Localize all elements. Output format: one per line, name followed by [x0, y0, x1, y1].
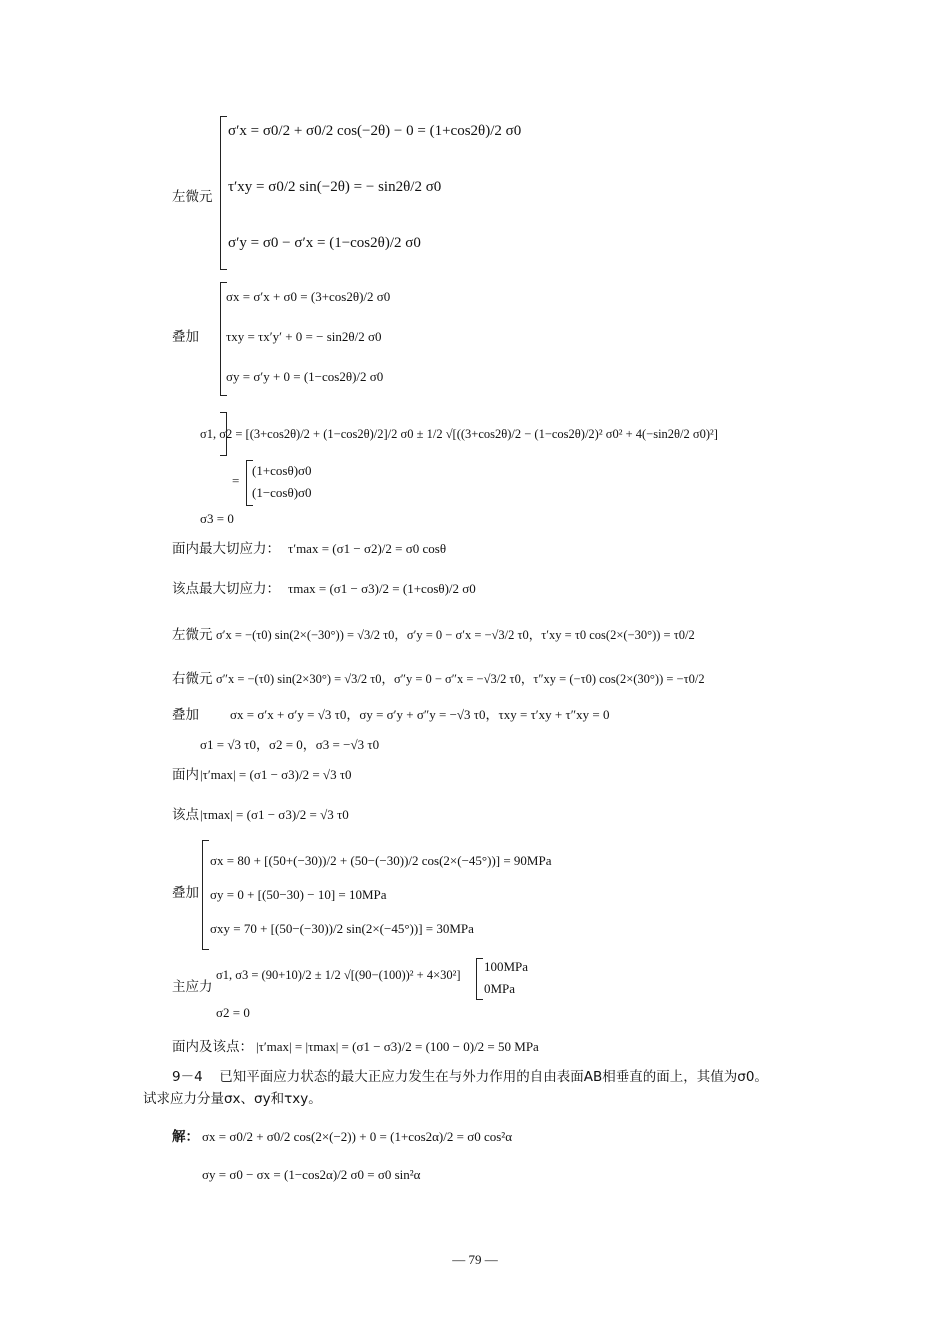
superpose-label: 叠加 — [172, 707, 199, 723]
inplane-max-shear-label: 面内最大切应力： — [172, 541, 280, 557]
inplane-label: 面内 — [172, 767, 199, 783]
equation-b2: τxy = τx′y′ + 0 = − sin2θ/2 σ0 — [226, 329, 382, 344]
equation-f2: σy = 0 + [(50−30) − 10] = 10MPa — [210, 887, 387, 902]
equation-c3: (1−cosθ)σ0 — [252, 485, 312, 500]
equation-e6: |τmax| = (σ1 − σ3)/2 = √3 τ0 — [200, 807, 349, 822]
equation-b1: σx = σ′x + σ0 = (3+cos2θ)/2 σ0 — [226, 289, 391, 304]
left-element-label: 左微元 — [172, 627, 213, 643]
equation-e3: σx = σ′x + σ′y = √3 τ0，σy = σ′y + σ″y = −√3 τ0，τxy = τ′xy + τ″xy = 0 — [230, 707, 610, 722]
equation-c1: σ1, σ2 = [(3+cos2θ)/2 + (1−cos2θ)/2]/2 σ0 ± 1/2 √[((3+cos2θ)/2 − (1−cos2θ)/2)² σ0² + 4(−sin2θ/2 σ0)²] — [200, 427, 718, 441]
equation-f3: σxy = 70 + [(50−(−30))/2 sin(2×(−45°))] = 30MPa — [210, 921, 474, 936]
equation-h1: σx = σ0/2 + σ0/2 cos(2×(−2)) + 0 = (1+cos2α)/2 = σ0 cos²α — [202, 1129, 513, 1144]
principal-stress-label: 主应力 — [172, 979, 213, 995]
page-number: — 79 — — [452, 1252, 498, 1267]
equation-e1: σ′x = −(τ0) sin(2×(−30°)) = √3/2 τ0，σ′y = 0 − σ′x = −√3/2 τ0，τ′xy = τ0 cos(2×(−30°)) = τ0/2 — [216, 628, 695, 642]
equation-d2: τmax = (σ1 − σ3)/2 = (1+cosθ)/2 σ0 — [288, 581, 476, 596]
system-brace — [220, 116, 227, 270]
right-element-label: 右微元 — [172, 671, 213, 687]
equation-c2: (1+cosθ)σ0 — [252, 463, 312, 478]
equation-g2a: 100MPa — [484, 959, 529, 974]
equation-e5: |τ′max| = (σ1 − σ3)/2 = √3 τ0 — [200, 767, 352, 782]
superpose-label: 叠加 — [172, 329, 199, 345]
system-brace — [202, 840, 209, 950]
equation-d1: τ′max = (σ1 − σ2)/2 = σ0 cosθ — [288, 541, 447, 556]
equation-a3: σ′y = σ0 − σ′x = (1−cos2θ)/2 σ0 — [228, 235, 421, 251]
problem-statement-line1 — [172, 1068, 768, 1086]
solution-label: 解： — [172, 1129, 199, 1145]
problem-statement-line2: 试求应力分量σx、σy和τxy。 — [143, 1091, 322, 1107]
equation-f1: σx = 80 + [(50+(−30))/2 + (50−(−30))/2 cos(2×(−45°))] = 90MPa — [210, 853, 552, 868]
problem-text: 已知平面应力状态的最大正应力发生在与外力作用的自由表面AB相垂直的面上，其值为σ0。 — [219, 1069, 768, 1085]
equals-sign: = — [232, 473, 240, 488]
equation-a1: σ′x = σ0/2 + σ0/2 cos(−2θ) − 0 = (1+cos2θ)/2 σ0 — [228, 123, 522, 139]
equation-h2: σy = σ0 − σx = (1−cos2α)/2 σ0 = σ0 sin²α — [202, 1167, 421, 1182]
equation-b3: σy = σ′y + 0 = (1−cos2θ)/2 σ0 — [226, 369, 384, 384]
equation-g2b: 0MPa — [484, 981, 516, 996]
point-label: 该点 — [172, 807, 199, 823]
point-max-shear-label: 该点最大切应力： — [172, 581, 280, 597]
superpose-label: 叠加 — [172, 885, 199, 901]
equation-a2: τ′xy = σ0/2 sin(−2θ) = − sin2θ/2 σ0 — [228, 179, 442, 195]
system-brace — [476, 958, 483, 1000]
problem-number: 9－4 — [172, 1069, 203, 1085]
equation-e2: σ″x = −(τ0) sin(2×30°) = √3/2 τ0，σ″y = 0 − σ″x = −√3/2 τ0，τ″xy = (−τ0) cos(2×(30°)) = −τ0/2 — [216, 672, 705, 686]
equation-e4: σ1 = √3 τ0，σ2 = 0，σ3 = −√3 τ0 — [200, 737, 380, 752]
equation-g3: σ2 = 0 — [216, 1005, 250, 1020]
inplane-point-label: 面内及该点： — [172, 1039, 253, 1055]
left-element-label: 左微元 — [172, 189, 213, 205]
equation-g1: σ1, σ3 = (90+10)/2 ± 1/2 √[(90−(100))² + 4×30²] — [216, 968, 461, 982]
equation-c4: σ3 = 0 — [200, 511, 234, 526]
equation-g4: |τ′max| = |τmax| = (σ1 − σ3)/2 = (100 − 0)/2 = 50 MPa — [256, 1039, 539, 1054]
